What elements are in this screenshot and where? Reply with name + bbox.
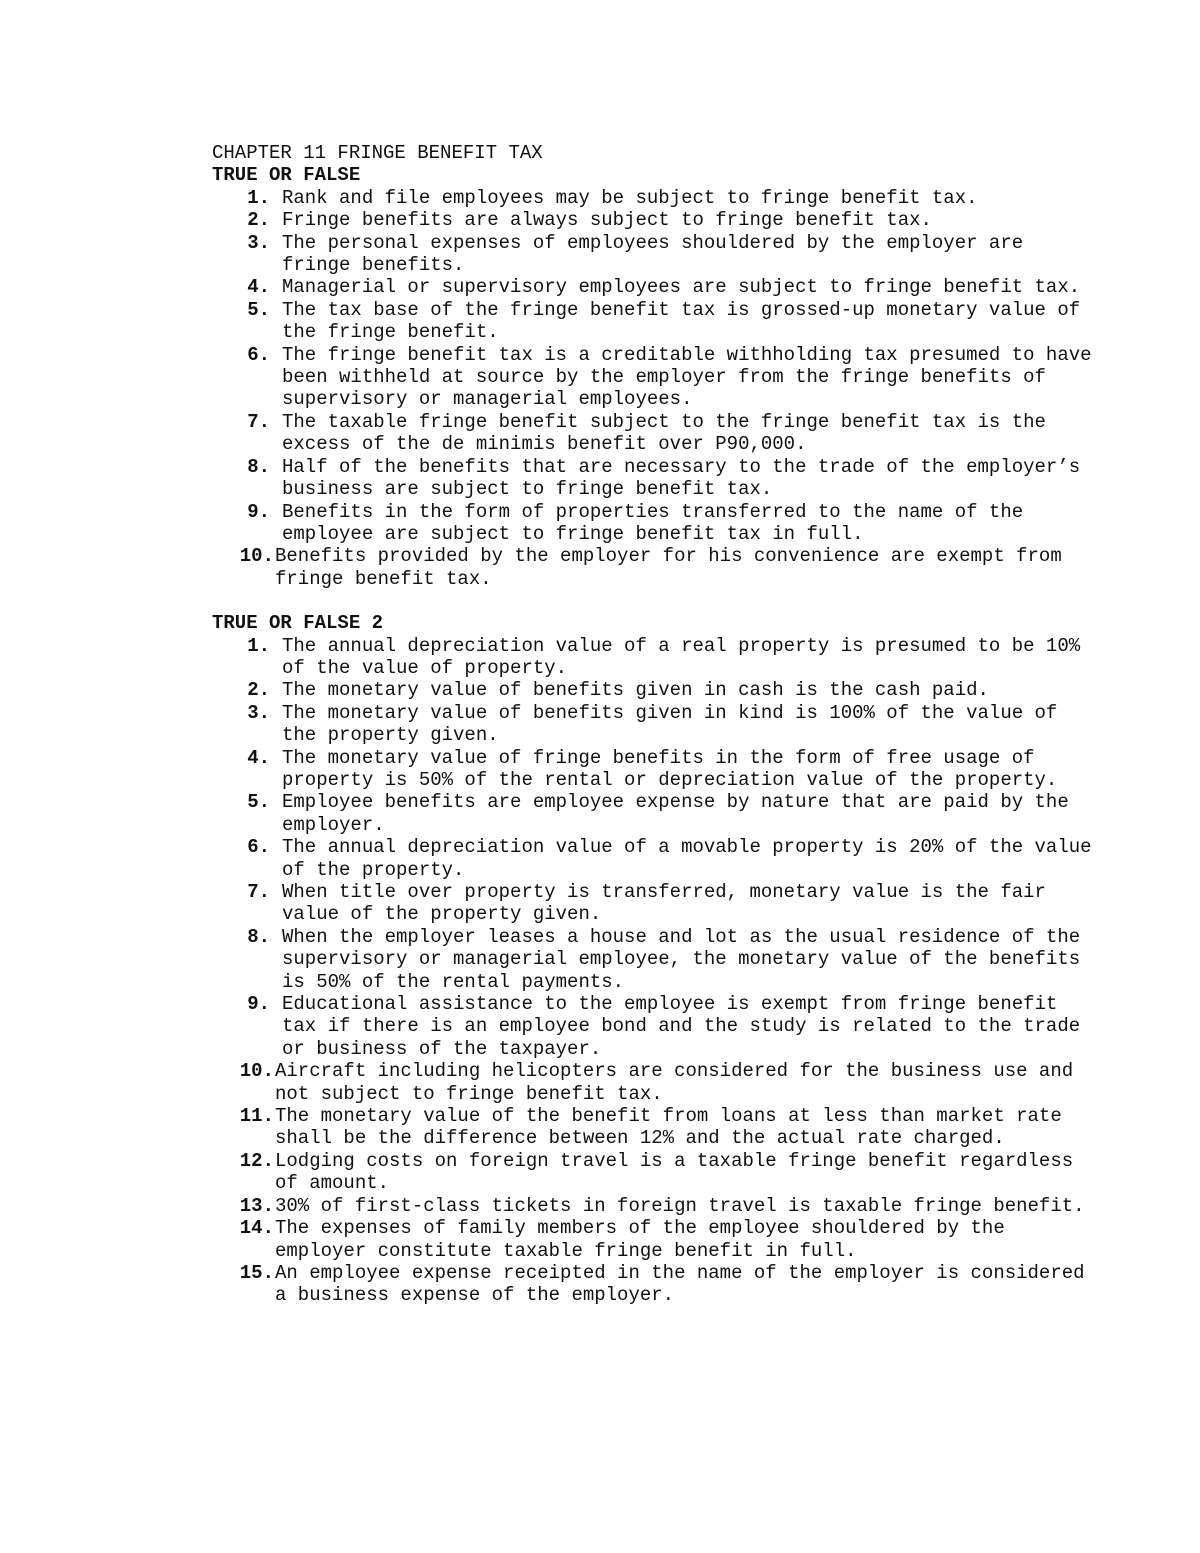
question-text: Half of the benefits that are necessary to the trade of the employer’s business are subject to fringe benefit tax. [282, 455, 1081, 501]
question-item [212, 881, 1092, 926]
question-item [212, 1217, 1092, 1262]
question-item [212, 791, 1092, 836]
chapter-title: CHAPTER 11 FRINGE BENEFIT TAX [212, 142, 543, 164]
question-item [212, 747, 1092, 792]
question-text: Managerial or supervisory employees are subject to fringe benefit tax. [282, 276, 1081, 299]
question-text: The monetary value of fringe benefits in the form of free usage of property is 50% of the rental or depreciation value of the property. [282, 746, 1058, 791]
question-text: The tax base of the fringe benefit tax is grossed-up monetary value of the fringe benefit. [282, 298, 1081, 344]
question-number: 4. [247, 276, 270, 299]
question-number: 6. [247, 343, 270, 366]
question-number: 9. [247, 993, 270, 1016]
question-number: 1. [247, 186, 270, 209]
question-number: 8. [247, 925, 270, 948]
question-item [212, 276, 1092, 298]
question-text: 30% of first-class tickets in foreign travel is taxable fringe benefit. [275, 1194, 1085, 1217]
question-number: 12. [239, 1149, 274, 1172]
question-item [212, 1195, 1092, 1217]
question-text: The taxable fringe benefit subject to the fringe benefit tax is the excess of the de minimis benefit over P90,000. [282, 410, 1046, 456]
question-number: 7. [247, 410, 270, 433]
question-text: The annual depreciation value of a real property is presumed to be 10% of the value of property. [282, 634, 1081, 679]
question-item [212, 1262, 1092, 1307]
question-number: 5. [247, 791, 270, 814]
question-number: 5. [247, 298, 270, 321]
question-item [212, 926, 1092, 993]
question-text: Benefits provided by the employer for his convenience are exempt from fringe benefit tax. [275, 545, 1062, 590]
question-number: 7. [247, 881, 270, 903]
question-number: 9. [247, 500, 270, 523]
question-text: When the employer leases a house and lot as the usual residence of the supervisory or managerial employee, the monetary value of the benefits is 50% of the rental payments. [282, 925, 1081, 993]
question-item [212, 702, 1092, 747]
question-text: Fringe benefits are always subject to fringe benefit tax. [282, 209, 932, 232]
document-page [212, 142, 1092, 1307]
question-text: Aircraft including helicopters are considered for the business use and not subject to fringe benefit tax. [275, 1060, 1074, 1105]
question-item [212, 232, 1092, 277]
question-list [212, 187, 1092, 590]
true-or-false-2-section [212, 612, 1092, 1307]
question-text: The fringe benefit tax is a creditable withholding tax presumed to have been withheld at source by the employer from the fringe benefits of supervisory or managerial employees. [282, 343, 1092, 411]
question-number: 3. [247, 231, 270, 254]
question-number: 10. [239, 1060, 274, 1083]
question-item [212, 501, 1092, 546]
question-text: An employee expense receipted in the name of the employer is considered a business expense of the employer. [275, 1261, 1085, 1307]
question-text: Employee benefits are employee expense by nature that are paid by the employer. [282, 791, 1069, 836]
question-text: Rank and file employees may be subject to fringe benefit tax. [282, 186, 978, 209]
section-heading: TRUE OR FALSE 2 [212, 612, 384, 635]
question-number: 2. [247, 209, 270, 232]
question-text: The monetary value of benefits given in kind is 100% of the value of the property given. [282, 701, 1058, 747]
question-text: The monetary value of benefits given in cash is the cash paid. [282, 679, 989, 702]
question-item [212, 209, 1092, 231]
question-item [212, 1105, 1092, 1150]
question-item [212, 836, 1092, 881]
question-number: 10. [239, 545, 274, 568]
question-text: The expenses of family members of the employee shouldered by the employer constitute taxable fringe benefit in full. [275, 1217, 1005, 1262]
question-text: The personal expenses of employees shouldered by the employer are fringe benefits. [282, 231, 1024, 277]
question-item [212, 187, 1092, 209]
question-number: 6. [247, 836, 270, 859]
question-item [212, 456, 1092, 501]
question-item [212, 545, 1092, 590]
question-item [212, 411, 1092, 456]
question-text: Educational assistance to the employee is exempt from fringe benefit tax if there is an employee bond and the study is related to the trade or business of the taxpayer. [282, 993, 1081, 1060]
question-number: 14. [239, 1217, 274, 1240]
section-spacer [212, 590, 1092, 612]
question-number: 2. [247, 679, 270, 702]
true-or-false-section [212, 164, 1092, 590]
question-number: 13. [239, 1194, 274, 1217]
question-item [212, 635, 1092, 680]
question-text: The annual depreciation value of a movable property is 20% of the value of the property. [282, 836, 1092, 881]
question-item [212, 679, 1092, 701]
question-text: Lodging costs on foreign travel is a taxable fringe benefit regardless of amount. [275, 1149, 1074, 1195]
question-number: 11. [239, 1105, 274, 1128]
question-text: The monetary value of the benefit from loans at less than market rate shall be the difference between 12% and the actual rate charged. [275, 1105, 1062, 1150]
question-text: When title over property is transferred, monetary value is the fair value of the property given. [282, 881, 1046, 926]
question-number: 4. [247, 746, 270, 769]
question-item [212, 344, 1092, 411]
question-item [212, 299, 1092, 344]
question-item [212, 1150, 1092, 1195]
question-list [212, 635, 1092, 1307]
question-number: 15. [239, 1261, 274, 1284]
question-number: 8. [247, 455, 270, 478]
section-heading: TRUE OR FALSE [212, 164, 361, 187]
question-number: 1. [247, 634, 270, 657]
question-item [212, 993, 1092, 1060]
question-item [212, 1060, 1092, 1105]
question-number: 3. [247, 701, 270, 724]
question-text: Benefits in the form of properties transferred to the name of the employee are subject to fringe benefit tax in full. [282, 500, 1024, 545]
